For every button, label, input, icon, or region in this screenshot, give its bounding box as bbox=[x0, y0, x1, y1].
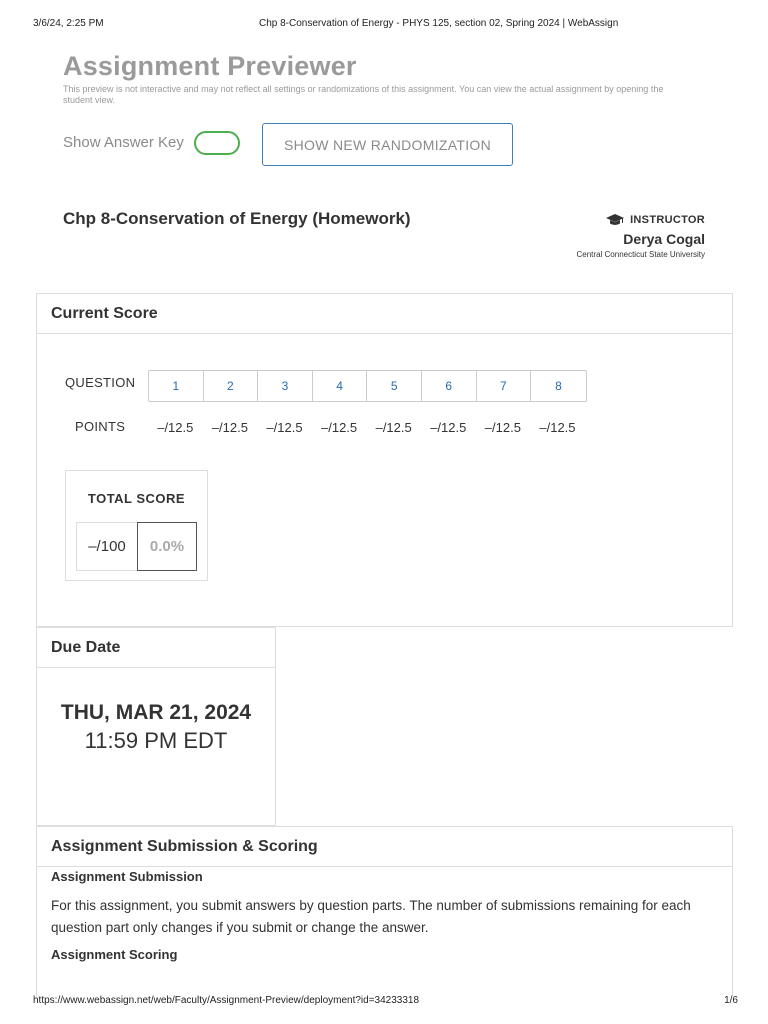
question-link[interactable]: 4 bbox=[313, 371, 368, 401]
question-points: –/12.5 bbox=[539, 420, 576, 435]
question-link[interactable]: 6 bbox=[422, 371, 477, 401]
instructor-label: INSTRUCTOR bbox=[630, 214, 705, 226]
question-link[interactable]: 1 bbox=[149, 371, 204, 401]
question-row-label: QUESTION bbox=[65, 375, 136, 390]
assignment-submission-heading: Assignment Submission bbox=[51, 869, 203, 884]
question-points: –/12.5 bbox=[157, 420, 194, 435]
instructor-block bbox=[577, 214, 706, 259]
assignment-scoring-heading: Assignment Scoring bbox=[51, 947, 178, 962]
question-link[interactable]: 3 bbox=[258, 371, 313, 401]
total-score-percent: 0.0% bbox=[137, 522, 197, 571]
submission-scoring-heading: Assignment Submission & Scoring bbox=[37, 827, 732, 867]
due-date-heading: Due Date bbox=[37, 628, 275, 668]
instructor-school: Central Connecticut State University bbox=[576, 250, 705, 259]
due-date-time: 11:59 PM EDT bbox=[84, 728, 228, 753]
print-page-number: 1/6 bbox=[724, 995, 738, 1006]
question-points: –/12.5 bbox=[484, 420, 521, 435]
question-link[interactable]: 8 bbox=[555, 379, 562, 393]
previewer-title: Assignment Previewer bbox=[63, 51, 357, 81]
question-link[interactable]: 2 bbox=[204, 371, 259, 401]
points-row-label: POINTS bbox=[75, 419, 126, 434]
total-score-box bbox=[65, 470, 208, 581]
current-score-heading: Current Score bbox=[37, 294, 732, 334]
instructor-label-row bbox=[577, 214, 706, 226]
question-points: –/12.5 bbox=[211, 420, 248, 435]
question-points: –/12.5 bbox=[321, 420, 358, 435]
total-score-label: TOTAL SCORE bbox=[87, 491, 186, 506]
assignment-submission-text: For this assignment, you submit answers by question parts. The number of submissions remaining for each question part only changes if you submit or change the answer. bbox=[51, 898, 691, 935]
print-url: https://www.webassign.net/web/Faculty/Assignment-Preview/deployment?id=34233318 bbox=[33, 995, 420, 1006]
due-date-day: THU, MAR 21, 2024 bbox=[60, 701, 252, 724]
show-new-randomization-button[interactable]: SHOW NEW RANDOMIZATION bbox=[262, 123, 513, 166]
question-points: –/12.5 bbox=[266, 420, 303, 435]
current-score-panel bbox=[36, 293, 733, 627]
answer-key-toggle[interactable] bbox=[194, 131, 240, 155]
submission-scoring-panel bbox=[36, 826, 733, 996]
print-datetime: 3/6/24, 2:25 PM bbox=[33, 18, 104, 29]
assignment-title: Chp 8-Conservation of Energy (Homework) bbox=[63, 209, 411, 228]
points-row bbox=[148, 420, 585, 435]
question-link[interactable]: 5 bbox=[367, 371, 422, 401]
graduation-cap-icon bbox=[606, 214, 624, 226]
question-link[interactable]: 7 bbox=[477, 371, 532, 401]
question-grid bbox=[148, 370, 587, 402]
total-score-fraction: –/100 bbox=[76, 522, 138, 571]
instructor-name: Derya Cogal bbox=[623, 231, 705, 247]
question-points: –/12.5 bbox=[375, 420, 412, 435]
print-page-title: Chp 8-Conservation of Energy - PHYS 125, section 02, Spring 2024 | WebAssign bbox=[259, 18, 619, 29]
question-points: –/12.5 bbox=[430, 420, 467, 435]
previewer-note: This preview is not interactive and may not reflect all settings or randomizations of this assignment. You can view the actual assignment by opening the student view. bbox=[63, 84, 664, 105]
show-answer-key-label: Show Answer Key bbox=[63, 134, 184, 151]
due-date-panel bbox=[36, 627, 276, 826]
